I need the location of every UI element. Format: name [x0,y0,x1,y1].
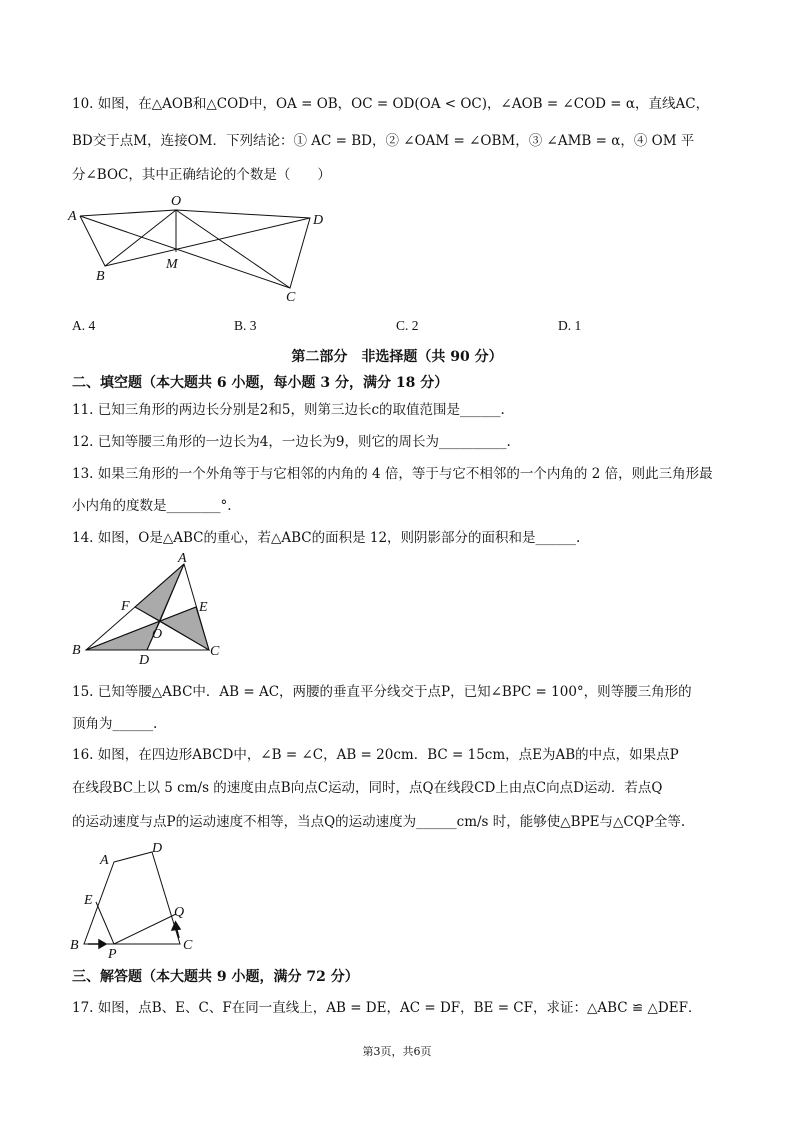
label-a: A [178,551,187,566]
q11: 11. 已知三角形的两边长分别是2和5，则第三边长c的取值范围是______. [72,402,505,418]
label-c: C [286,290,296,305]
label-m: M [166,257,178,272]
label-o: O [171,194,182,209]
label-b: B [72,643,81,658]
q10-option-b: B. 3 [234,318,257,333]
label-q: Q [174,905,185,920]
label-b: B [96,269,105,284]
line-ac [80,216,290,288]
label-c: C [183,938,193,953]
q16-line2: 在线段BC上以 5 cm/s 的速度由点B向点C运动，同时，点Q在线段CD上由点C向点D运动．若点Q [72,780,663,796]
q10-line2: BD交于点M，连接OM．下列结论：① AC = BD，② ∠OAM = ∠OBM，③ ∠AMB = α，④ OM 平 [72,133,695,149]
part2-title: 第二部分 非选择题（共 90 分） [291,349,503,365]
segment-pq [114,914,176,944]
q15-line1: 15. 已知等腰△ABC中．AB = AC，两腰的垂直平分线交于点P，已知∠BPC = 100°，则等腰三角形的 [72,684,692,700]
label-f: F [121,599,130,614]
section2-title: 二、填空题（本大题共 6 小题，每小题 3 分，满分 18 分） [72,375,449,391]
arrow-p-head [99,940,106,948]
q16-line1: 16. 如图，在四边形ABCD中，∠B = ∠C，AB = 20cm．BC = 15cm，点E为AB的中点，如果点P [72,747,679,763]
label-e: E [199,600,208,615]
q10-option-c: C. 2 [396,318,419,333]
section3-title: 三、解答题（本大题共 9 小题，满分 72 分） [72,969,359,985]
q12: 12. 已知等腰三角形的一边长为4，一边长为9，则它的周长为__________. [72,434,511,450]
q13-line1: 13. 如果三角形的一个外角等于与它相邻的内角的 4 倍，等于与它不相邻的一个内角的 2 倍，则此三角形最 [72,466,713,482]
label-d: D [313,213,324,228]
segment-ep [96,902,114,944]
label-a: A [100,853,109,868]
q16-figure [62,834,212,958]
label-d: D [152,841,163,856]
shaded-region-1 [135,564,184,621]
label-p: P [108,947,117,958]
q10-option-d: D. 1 [558,318,582,333]
q14: 14. 如图，O是△ABC的重心，若△ABC的面积是 12，则阴影部分的面积和是______. [72,530,581,546]
label-e: E [84,893,93,908]
q10-line1: 10. 如图，在△AOB和△COD中，OA = OB，OC = OD(OA < OC)，∠AOB = ∠COD = α，直线AC， [72,96,710,112]
label-o: O [152,627,163,642]
q10-option-a: A. 4 [72,318,96,333]
q14-figure [66,550,236,668]
label-d: D [139,653,150,668]
q15-line2: 顶角为______. [72,716,158,732]
quadrilateral-abcd [84,852,180,944]
page-footer: 第3页，共6页 [362,1045,432,1058]
q17: 17. 如图，点B、E、C、F在同一直线上，AB = DE，AC = DF，BE = CF，求证：△ABC ≌ △DEF． [72,1000,702,1016]
label-b: B [70,938,79,953]
q10-figure [60,188,340,308]
triangle-aob [80,210,176,266]
q10-line3: 分∠BOC，其中正确结论的个数是（ ） [72,167,331,183]
triangle-cod [176,210,310,288]
q16-line3: 的运动速度与点P的运动速度不相等，当点Q的运动速度为______cm/s 时，能够使△BPE与△CQP全等. [72,814,686,830]
label-c: C [210,644,220,659]
label-a: A [68,209,77,224]
q13-line2: 小内角的度数是________°. [72,498,232,514]
